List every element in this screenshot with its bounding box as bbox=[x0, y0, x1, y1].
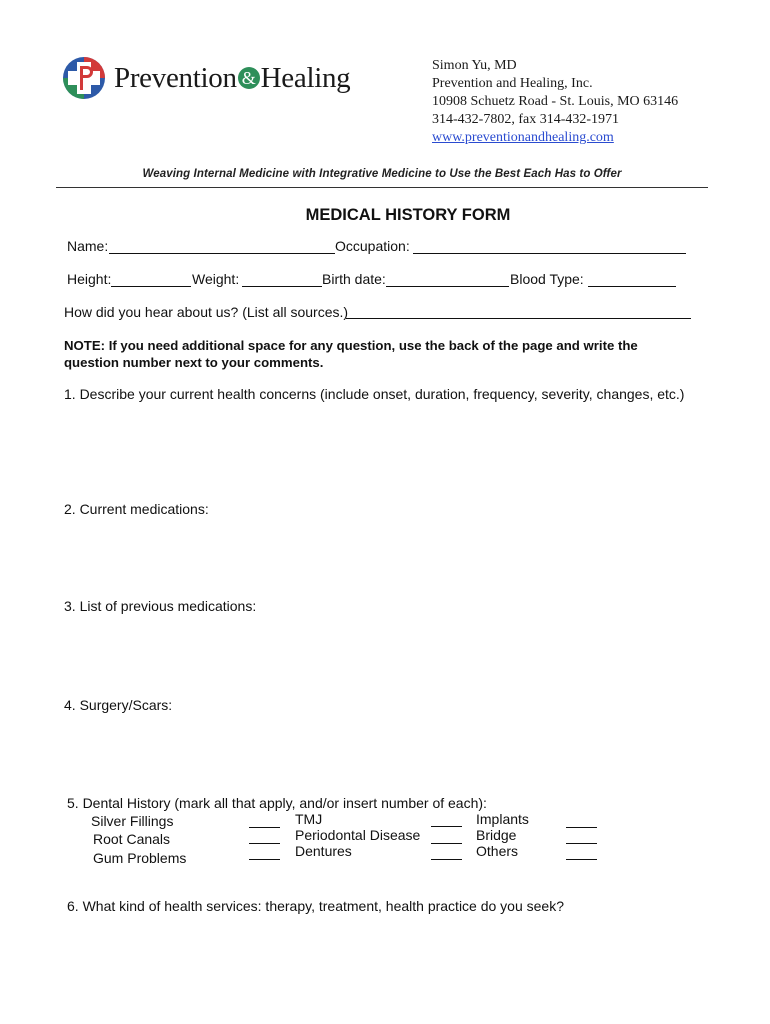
logo-cross-icon bbox=[62, 56, 106, 100]
organization: Prevention and Healing, Inc. bbox=[432, 76, 593, 91]
dental-bridge: Bridge bbox=[476, 827, 517, 843]
question-1: 1. Describe your current health concerns (include onset, duration, frequency, severity, changes, etc.) bbox=[64, 386, 685, 402]
contact-block bbox=[432, 57, 678, 147]
blood-type-label: Blood Type: bbox=[510, 271, 584, 287]
address: 10908 Schuetz Road - St. Louis, MO 63146 bbox=[432, 94, 679, 109]
referral-label: How did you hear about us? (List all sources.) bbox=[64, 304, 349, 320]
doctor-name: Simon Yu, MD bbox=[432, 58, 517, 73]
weight-label: Weight: bbox=[192, 271, 240, 287]
website-link[interactable]: www.preventionandhealing.com bbox=[432, 130, 614, 145]
birth-date-label: Birth date: bbox=[322, 271, 386, 287]
dental-gum-problems: Gum Problems bbox=[93, 850, 187, 866]
referral-field[interactable] bbox=[346, 318, 691, 319]
dental-silver-fillings-blank[interactable] bbox=[249, 827, 280, 828]
occupation-label: Occupation: bbox=[335, 238, 410, 254]
dental-root-canals: Root Canals bbox=[93, 831, 171, 847]
question-5: 5. Dental History (mark all that apply, and/or insert number of each): bbox=[67, 795, 487, 811]
dental-periodontal-disease-blank[interactable] bbox=[431, 843, 462, 844]
dental-gum-problems-blank[interactable] bbox=[249, 859, 280, 860]
name-label: Name: bbox=[67, 238, 109, 254]
height-field[interactable] bbox=[111, 286, 191, 287]
dental-implants: Implants bbox=[476, 811, 529, 827]
dental-tmj-blank[interactable] bbox=[431, 826, 462, 827]
weight-field[interactable] bbox=[242, 286, 322, 287]
note-text: NOTE: If you need additional space for any question, use the back of the page and write the question number next to your comments. bbox=[64, 338, 638, 370]
logo bbox=[62, 56, 362, 104]
height-label: Height: bbox=[67, 271, 112, 287]
question-4: 4. Surgery/Scars: bbox=[64, 697, 173, 713]
header-divider bbox=[56, 187, 708, 188]
dental-silver-fillings: Silver Fillings bbox=[91, 813, 174, 829]
dental-others: Others bbox=[476, 843, 519, 859]
dental-dentures-blank[interactable] bbox=[431, 859, 462, 860]
phone-fax: 314-432-7802, fax 314-432-1971 bbox=[432, 112, 620, 127]
dental-tmj: TMJ bbox=[295, 811, 323, 827]
question-2: 2. Current medications: bbox=[64, 501, 209, 517]
question-3: 3. List of previous medications: bbox=[64, 598, 257, 614]
birth-date-field[interactable] bbox=[386, 286, 509, 287]
dental-others-blank[interactable] bbox=[566, 859, 597, 860]
dental-bridge-blank[interactable] bbox=[566, 843, 597, 844]
dental-root-canals-blank[interactable] bbox=[249, 843, 280, 844]
tagline: Weaving Internal Medicine with Integrative Medicine to Use the Best Each Has to Offer bbox=[142, 168, 622, 180]
logo-text: Prevention & Healing bbox=[114, 62, 351, 94]
question-6: 6. What kind of health services: therapy, treatment, health practice do you seek? bbox=[67, 898, 565, 914]
occupation-field[interactable] bbox=[413, 253, 686, 254]
page-title: MEDICAL HISTORY FORM bbox=[305, 206, 511, 224]
dental-dentures: Dentures bbox=[295, 843, 352, 859]
dental-implants-blank[interactable] bbox=[566, 827, 597, 828]
blood-type-field[interactable] bbox=[588, 286, 676, 287]
dental-periodontal-disease: Periodontal Disease bbox=[295, 827, 421, 843]
name-field[interactable] bbox=[109, 253, 335, 254]
